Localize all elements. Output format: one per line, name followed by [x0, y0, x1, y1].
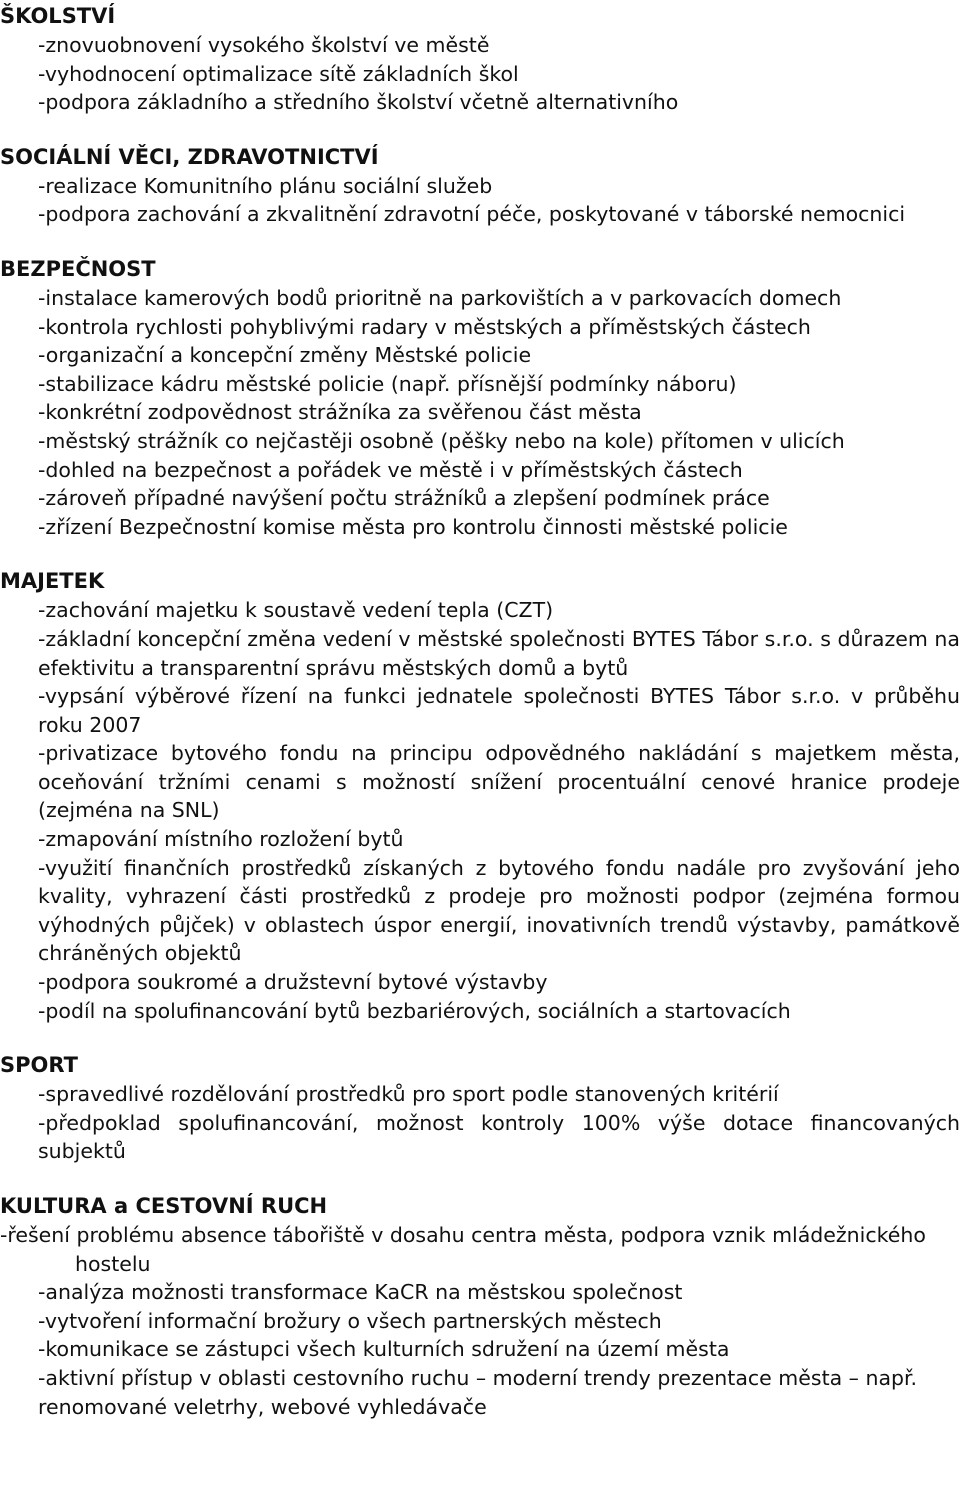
list-item: -využití finančních prostředků získaných z bytového fondu nadále pro zvyšování jeho kvality, vyhrazení části prostředků z prodeje pro možnosti podpor (zejména formou výhodných půjček) v oblastech úspor energií, inovativních trendů výstavby, památkově chráněných objektů: [38, 855, 960, 966]
section-kultura: [0, 1192, 960, 1421]
section-bezpecnost: [0, 255, 960, 541]
list-item: -podíl na spolufinancování bytů bezbariérových, sociálních a startovacích: [38, 998, 791, 1023]
list-item: -vytvoření informační brožury o všech partnerských městech: [38, 1308, 662, 1333]
list-item: -znovuobnovení vysokého školství ve městě: [38, 33, 490, 57]
list-item: -vyhodnocení optimalizace sítě základních škol: [38, 61, 519, 86]
list-item: -dohled na bezpečnost a pořádek ve městě i v příměstských částech: [38, 457, 743, 482]
section-socialni-veci: [0, 143, 960, 229]
list-item: -spravedlivé rozdělování prostředků pro sport podle stanovených kritérií: [38, 1082, 779, 1107]
list-item: -vypsání výběrové řízení na funkci jednatele společnosti BYTES Tábor s.r.o. v průběhu roku 2007: [38, 684, 960, 737]
document-body: [0, 2, 960, 1447]
section-heading: MAJETEK: [0, 569, 105, 594]
list-item: -zmapování místního rozložení bytů: [38, 827, 404, 852]
list-item: -komunikace se zástupci všech kulturních sdružení na území města: [38, 1337, 730, 1362]
list-item: -stabilizace kádru městské policie (např. přísnější podmínky náboru): [38, 371, 737, 396]
list-item: -zřízení Bezpečnostní komise města pro kontrolu činnosti městské policie: [38, 514, 788, 539]
section-skolstvi: [0, 2, 960, 117]
list-item: -městský strážník co nejčastěji osobně (pěšky nebo na kole) přítomen v ulicích: [38, 428, 845, 453]
list-item: -analýza možnosti transformace KaCR na městskou společnost: [38, 1280, 683, 1305]
list-item: -předpoklad spolufinancování, možnost kontroly 100% výše dotace financovaných subjektů: [38, 1110, 960, 1164]
list-item: -řešení problému absence tábořiště v dosahu centra města, podpora vznik mládežnického hostelu: [0, 1223, 926, 1276]
list-item: -konkrétní zodpovědnost strážníka za svěřenou část města: [38, 400, 642, 425]
list-item: -realizace Komunitního plánu sociální služeb: [38, 173, 493, 198]
list-item: -privatizace bytového fondu na principu odpovědného nakládání s majetkem města, oceňování tržními cenami s možností snížení procentuální cenové hranice prodeje (zejména na SNL): [38, 741, 960, 823]
list-item: -organizační a koncepční změny Městské policie: [38, 343, 532, 368]
list-item: -podpora zachování a zkvalitnění zdravotní péče, poskytované v táborské nemocnici: [38, 202, 906, 227]
list-item: -zachování majetku k soustavě vedení tepla (CZT): [38, 598, 554, 623]
list-item: -aktivní přístup v oblasti cestovního ruchu – moderní trendy prezentace města – např. renomované veletrhy, webové vyhledávače: [38, 1365, 918, 1419]
section-majetek: [0, 567, 960, 1025]
list-item: -podpora základního a středního školství včetně alternativního: [38, 90, 679, 115]
list-item: -základní koncepční změna vedení v městské společnosti BYTES Tábor s.r.o. s důrazem na efektivitu a transparentní správu městských domů a bytů: [38, 626, 960, 680]
section-heading: SPORT: [0, 1053, 78, 1078]
list-item: -zároveň případné navýšení počtu strážníků a zlepšení podmínek práce: [38, 486, 770, 511]
section-sport: [0, 1051, 960, 1166]
section-heading: ŠKOLSTVÍ: [0, 4, 116, 28]
list-item: -instalace kamerových bodů prioritně na parkovištích a v parkovacích domech: [38, 285, 842, 310]
list-item: -kontrola rychlosti pohyblivými radary v městských a příměstských částech: [38, 314, 811, 339]
section-heading: KULTURA a CESTOVNÍ RUCH: [0, 1194, 328, 1218]
section-heading: BEZPEČNOST: [0, 256, 156, 281]
section-heading: SOCIÁLNÍ VĚCI, ZDRAVOTNICTVÍ: [0, 144, 379, 169]
list-item: -podpora soukromé a družstevní bytové výstavby: [38, 970, 548, 995]
